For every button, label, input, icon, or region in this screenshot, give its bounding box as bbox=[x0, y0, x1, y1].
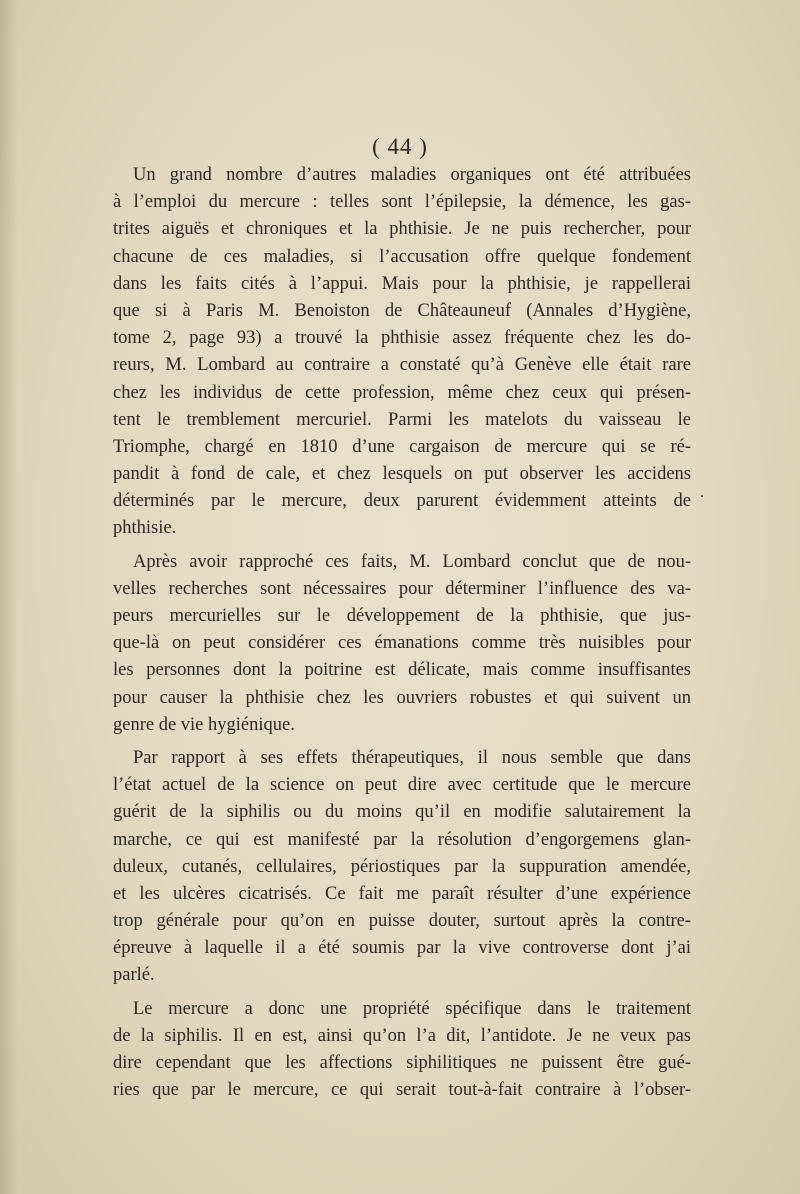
text-line: les personnes dont la poitrine est délicate, mais comme insuffisantes bbox=[113, 660, 691, 681]
margin-mark: . bbox=[700, 484, 704, 501]
text-line: peurs mercurielles sur le développement de la phthisie, que jus- bbox=[113, 606, 691, 626]
text-line: l’état actuel de la science on peut dire avec certitude que le mercure bbox=[113, 775, 691, 796]
text-line: chacune de ces maladies, si l’accusation offre quelque fondement bbox=[113, 246, 691, 267]
text-line: pour causer la phthisie chez les ouvriers robustes et qui suivent un bbox=[113, 687, 691, 708]
text-line: Après avoir rapproché ces faits, M. Lombard conclut que de nou- bbox=[133, 551, 691, 572]
text-line: Le mercure a donc une propriété spécifique dans le traitement bbox=[133, 998, 691, 1019]
text-line: que si à Paris M. Benoiston de Châteauneuf (Annales d’Hygiène, bbox=[113, 300, 691, 321]
text-line: tent le tremblement mercuriel. Parmi les matelots du vaisseau le bbox=[113, 409, 691, 430]
page-number: ( 44 ) bbox=[372, 134, 428, 159]
paragraph-2 bbox=[113, 549, 691, 739]
text-line: dans les faits cités à l’appui. Mais pour la phthisie, je rappellerai bbox=[113, 273, 691, 294]
paragraph-3 bbox=[113, 745, 691, 990]
text-line: pandit à fond de cale, et chez lesquels on put observer les accidens bbox=[113, 464, 691, 485]
text-line: parlé. bbox=[113, 965, 155, 986]
text-line: reurs, M. Lombard au contraire a constaté qu’à Genève elle était rare bbox=[113, 355, 691, 376]
text-line: tome 2, page 93) a trouvé la phthisie assez fréquente chez les do- bbox=[113, 328, 691, 349]
text-line: à l’emploi du mercure : telles sont l’épilepsie, la démence, les gas- bbox=[113, 192, 691, 213]
text-line: de la siphilis. Il en est, ainsi qu’on l’a dit, l’antidote. Je ne veux pas bbox=[113, 1025, 691, 1046]
text-line: épreuve à laquelle il a été soumis par la vive controverse dont j’ai bbox=[113, 938, 691, 959]
text-line: genre de vie hygiénique. bbox=[113, 714, 295, 735]
text-line: duleux, cutanés, cellulaires, périostiques par la suppuration amendée, bbox=[113, 856, 691, 877]
text-line: déterminés par le mercure, deux parurent évidemment atteints de bbox=[113, 491, 691, 512]
text-line: Un grand nombre d’autres maladies organiques ont été attribuées bbox=[133, 165, 691, 185]
text-line: chez les individus de cette profession, même chez ceux qui présen- bbox=[113, 382, 691, 403]
text-line: Par rapport à ses effets thérapeutiques, il nous semble que dans bbox=[133, 747, 691, 768]
text-line: phthisie. bbox=[113, 518, 177, 539]
paragraph-1 bbox=[113, 162, 691, 543]
text-line: trites aiguës et chroniques et la phthisie. Je ne puis rechercher, pour bbox=[113, 219, 691, 240]
text-line: Triomphe, chargé en 1810 d’une cargaison de mercure qui se ré- bbox=[113, 436, 691, 457]
text-line: marche, ce qui est manifesté par la résolution d’engorgemens glan- bbox=[113, 829, 691, 850]
body-text bbox=[113, 162, 691, 1110]
text-line: trop générale pour qu’on en puisse douter, surtout après la contre- bbox=[113, 911, 691, 932]
text-line: ries que par le mercure, ce qui serait tout-à-fait contraire à l’obser- bbox=[113, 1080, 691, 1101]
text-line: dire cependant que les affections siphilitiques ne puissent être gué- bbox=[113, 1053, 691, 1073]
text-line: guérit de la siphilis ou du moins qu’il en modifie salutairement la bbox=[113, 802, 691, 823]
paragraph-4 bbox=[113, 996, 691, 1105]
text-line: et les ulcères cicatrisés. Ce fait me paraît résulter d’une expérience bbox=[113, 883, 691, 904]
text-line: que-là on peut considérer ces émanations comme très nuisibles pour bbox=[113, 633, 691, 654]
text-line: velles recherches sont nécessaires pour déterminer l’influence des va- bbox=[113, 578, 691, 599]
